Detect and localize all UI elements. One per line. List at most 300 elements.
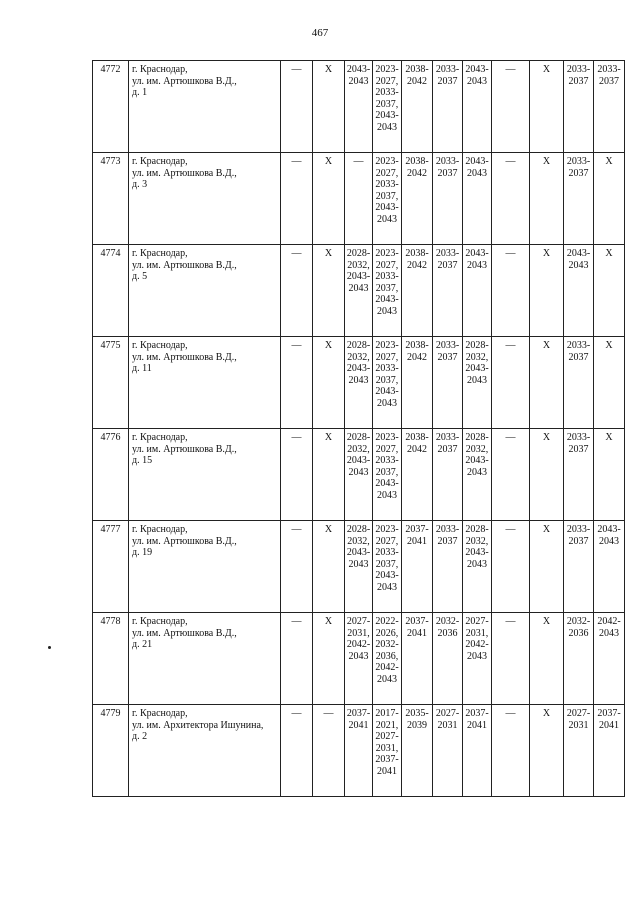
- address-line: ул. им. Архитектора Ишунина,: [132, 719, 264, 731]
- period-cell-c7: [463, 61, 492, 153]
- period-line: 2043-: [465, 547, 489, 558]
- period-cell-c4: [373, 61, 402, 153]
- period-line: 2037: [437, 167, 458, 179]
- dash-mark: —: [291, 616, 302, 627]
- dash-mark: —: [505, 248, 516, 259]
- dash-mark: —: [291, 340, 302, 351]
- period-cell-c9: [530, 613, 564, 705]
- period-cell-c11: [594, 613, 625, 705]
- period-cell-c8: [492, 429, 530, 521]
- period-cell-c9: [530, 521, 564, 613]
- dash-mark: —: [291, 64, 302, 75]
- dash-mark: —: [291, 156, 302, 167]
- x-mark: X: [324, 616, 333, 627]
- period-line: 2033-: [566, 524, 591, 535]
- period-cell-c7: [463, 521, 492, 613]
- period-line: 2033-: [435, 248, 460, 259]
- period-line: 2043: [467, 650, 487, 662]
- period-line: 2043-: [375, 202, 399, 213]
- x-mark: X: [324, 340, 333, 351]
- address-line: д. 5: [132, 271, 148, 282]
- period-line: 2032,: [347, 259, 370, 271]
- period-line: 2038-: [405, 156, 429, 167]
- period-line: 2043: [467, 259, 487, 271]
- period-line: 2043-: [346, 455, 371, 466]
- period-cell-c1: [281, 245, 313, 337]
- period-line: 2032-: [375, 639, 399, 650]
- period-line: 2033-: [375, 455, 399, 466]
- period-line: 2037: [568, 443, 589, 455]
- period-cell-c10: [564, 153, 594, 245]
- period-line: 2043-: [375, 478, 399, 489]
- x-mark: X: [542, 340, 551, 351]
- period-cell-c8: [492, 705, 530, 797]
- period-line: 2043: [467, 167, 487, 179]
- address-line: д. 2: [132, 731, 148, 742]
- period-cell-c9: [530, 705, 564, 797]
- period-line: 2037-: [405, 616, 429, 627]
- period-cell-c1: [281, 61, 313, 153]
- period-cell-c3: [345, 613, 373, 705]
- period-line: 2032,: [347, 351, 370, 363]
- x-mark: X: [542, 616, 551, 627]
- period-line: 2041: [407, 535, 427, 547]
- period-line: 2041: [348, 719, 369, 731]
- period-line: 2032,: [465, 351, 489, 363]
- row-number: 4775: [93, 337, 129, 429]
- period-cell-c6: [433, 521, 463, 613]
- period-line: 2033-: [375, 363, 399, 374]
- period-cell-c10: [564, 613, 594, 705]
- x-mark: X: [324, 156, 333, 167]
- period-line: 2043: [348, 75, 369, 87]
- period-line: X: [605, 248, 613, 259]
- period-line: 2032,: [347, 535, 370, 547]
- period-line: 2033-: [566, 64, 591, 75]
- address-line: г. Краснодар,: [132, 64, 188, 75]
- period-line: 2032-: [566, 616, 591, 627]
- period-line: 2027-: [566, 708, 591, 719]
- period-line: 2037-: [375, 754, 399, 765]
- period-cell-c8: [492, 245, 530, 337]
- period-cell-c6: [433, 337, 463, 429]
- period-line: 2042-: [597, 616, 621, 627]
- period-line: 2027,: [375, 535, 399, 547]
- period-cell-c1: [281, 521, 313, 613]
- period-line: 2033-: [435, 524, 460, 535]
- period-cell-c2: [313, 429, 345, 521]
- period-line: 2028-: [465, 524, 489, 535]
- period-cell-c5: [402, 429, 433, 521]
- period-line: 2042-: [346, 639, 371, 650]
- address-cell: [129, 61, 281, 153]
- period-line: 2043: [377, 581, 397, 593]
- address-line: д. 11: [132, 363, 152, 374]
- period-line: X: [605, 156, 613, 167]
- period-cell-c8: [492, 153, 530, 245]
- period-cell-c8: [492, 613, 530, 705]
- period-line: 2041: [599, 719, 619, 731]
- address-line: г. Краснодар,: [132, 248, 188, 259]
- period-line: 2043-: [465, 64, 489, 75]
- period-line: 2031: [568, 719, 589, 731]
- dash-mark: —: [505, 524, 516, 535]
- period-cell-c6: [433, 245, 463, 337]
- x-mark: X: [542, 156, 551, 167]
- period-cell-c4: [373, 705, 402, 797]
- period-line: 2042: [407, 259, 427, 271]
- period-line: 2028-: [465, 340, 489, 351]
- period-line: 2041: [377, 765, 397, 777]
- period-line: 2038-: [405, 248, 429, 259]
- address-line: д. 1: [132, 87, 148, 98]
- period-cell-c10: [564, 61, 594, 153]
- period-line: 2036,: [375, 650, 399, 662]
- period-line: 2043-: [346, 64, 371, 75]
- period-cell-c4: [373, 153, 402, 245]
- x-mark: X: [542, 708, 551, 719]
- period-cell-c9: [530, 245, 564, 337]
- address-line: г. Краснодар,: [132, 708, 188, 719]
- period-line: 2037-: [405, 524, 429, 535]
- period-line: 2028-: [346, 248, 371, 259]
- period-cell-c9: [530, 61, 564, 153]
- address-cell: [129, 429, 281, 521]
- period-cell-c2: [313, 61, 345, 153]
- period-cell-c8: [492, 521, 530, 613]
- period-line: 2033-: [566, 340, 591, 351]
- period-line: 2035-: [405, 708, 429, 719]
- address-cell: [129, 613, 281, 705]
- period-line: 2027,: [375, 443, 399, 455]
- period-line: 2023-: [375, 524, 399, 535]
- period-cell-c1: [281, 429, 313, 521]
- period-cell-c7: [463, 613, 492, 705]
- period-line: 2043: [348, 466, 369, 478]
- period-cell-c11: [594, 337, 625, 429]
- dash-mark: —: [291, 248, 302, 259]
- period-line: —: [353, 156, 364, 167]
- period-line: 2042: [407, 443, 427, 455]
- period-cell-c2: [313, 613, 345, 705]
- scan-speck: [48, 646, 51, 649]
- period-cell-c4: [373, 337, 402, 429]
- address-line: г. Краснодар,: [132, 432, 188, 443]
- period-line: 2027,: [375, 351, 399, 363]
- period-line: 2037,: [375, 282, 399, 294]
- period-cell-c9: [530, 337, 564, 429]
- dash-mark: —: [505, 708, 516, 719]
- period-line: 2027-: [346, 616, 371, 627]
- period-line: 2042-: [465, 639, 489, 650]
- period-line: 2043: [467, 466, 487, 478]
- x-mark: X: [542, 64, 551, 75]
- period-line: 2033-: [435, 64, 460, 75]
- period-cell-c6: [433, 429, 463, 521]
- dash-mark: —: [505, 432, 516, 443]
- dash-mark: —: [505, 64, 516, 75]
- period-line: 2043-: [375, 294, 399, 305]
- address-line: д. 3: [132, 179, 148, 190]
- period-line: 2043-: [465, 248, 489, 259]
- period-line: 2033-: [566, 432, 591, 443]
- period-line: 2033-: [435, 156, 460, 167]
- period-line: 2037: [599, 75, 619, 87]
- period-cell-c4: [373, 429, 402, 521]
- period-line: 2038-: [405, 64, 429, 75]
- table-row: [93, 705, 625, 797]
- period-line: 2033-: [566, 156, 591, 167]
- period-line: 2037-: [346, 708, 371, 719]
- period-line: 2023-: [375, 248, 399, 259]
- period-line: 2027,: [375, 167, 399, 179]
- period-cell-c3: [345, 337, 373, 429]
- period-cell-c11: [594, 705, 625, 797]
- period-line: 2042: [407, 167, 427, 179]
- period-cell-c2: [313, 521, 345, 613]
- period-cell-c7: [463, 429, 492, 521]
- period-line: 2043: [377, 673, 397, 685]
- period-line: 2032,: [347, 443, 370, 455]
- address-cell: [129, 521, 281, 613]
- period-line: 2043-: [375, 570, 399, 581]
- period-line: 2043: [348, 650, 369, 662]
- period-cell-c7: [463, 153, 492, 245]
- period-line: 2022-: [375, 616, 399, 627]
- period-cell-c6: [433, 705, 463, 797]
- period-line: 2037: [568, 75, 589, 87]
- period-line: 2033-: [375, 547, 399, 558]
- period-cell-c1: [281, 153, 313, 245]
- period-cell-c1: [281, 705, 313, 797]
- dash-mark: —: [291, 432, 302, 443]
- period-line: 2037-: [465, 708, 489, 719]
- period-line: 2043: [467, 558, 487, 570]
- period-line: 2017-: [375, 708, 399, 719]
- period-line: 2037: [568, 167, 589, 179]
- period-cell-c5: [402, 705, 433, 797]
- x-mark: X: [542, 432, 551, 443]
- period-line: 2033-: [375, 87, 399, 98]
- address-line: д. 19: [132, 547, 153, 558]
- dash-mark: —: [505, 616, 516, 627]
- x-mark: X: [542, 524, 551, 535]
- address-cell: [129, 337, 281, 429]
- x-mark: X: [324, 524, 333, 535]
- period-line: 2043-: [566, 248, 591, 259]
- period-line: 2043: [348, 558, 369, 570]
- period-line: 2043: [568, 259, 589, 271]
- period-line: 2033-: [375, 179, 399, 190]
- row-number: 4773: [93, 153, 129, 245]
- address-line: д. 15: [132, 455, 153, 466]
- period-cell-c6: [433, 61, 463, 153]
- row-number: 4776: [93, 429, 129, 521]
- period-line: 2041: [407, 627, 427, 639]
- period-line: 2043-: [346, 363, 371, 374]
- period-line: 2031,: [375, 742, 399, 754]
- table-body: [93, 61, 625, 797]
- period-line: 2043: [599, 535, 619, 547]
- dash-mark: —: [505, 156, 516, 167]
- row-number: 4778: [93, 613, 129, 705]
- period-line: 2043-: [597, 524, 621, 535]
- row-number: 4777: [93, 521, 129, 613]
- period-line: 2037: [437, 259, 458, 271]
- period-line: 2037: [437, 535, 458, 547]
- page-number: 467: [311, 27, 329, 39]
- period-line: 2043-: [346, 547, 371, 558]
- period-cell-c9: [530, 153, 564, 245]
- period-line: 2043: [377, 121, 397, 133]
- period-cell-c2: [313, 337, 345, 429]
- address-cell: [129, 705, 281, 797]
- address-line: ул. им. Артюшкова В.Д.,: [132, 75, 237, 87]
- period-line: 2033-: [375, 271, 399, 282]
- period-cell-c4: [373, 613, 402, 705]
- period-line: 2036: [568, 627, 589, 639]
- dash-mark: —: [323, 708, 334, 719]
- period-line: 2027-: [465, 616, 489, 627]
- period-line: 2042: [407, 75, 427, 87]
- period-line: 2043: [377, 397, 397, 409]
- period-cell-c3: [345, 521, 373, 613]
- table-row: [93, 613, 625, 705]
- row-number: 4779: [93, 705, 129, 797]
- table-row: [93, 337, 625, 429]
- period-line: 2031,: [347, 627, 370, 639]
- period-cell-c5: [402, 521, 433, 613]
- period-line: 2043: [348, 282, 369, 294]
- period-line: 2032,: [465, 535, 489, 547]
- period-line: 2027,: [375, 259, 399, 271]
- x-mark: X: [324, 432, 333, 443]
- row-number: 4772: [93, 61, 129, 153]
- period-cell-c3: [345, 153, 373, 245]
- table-row: [93, 521, 625, 613]
- period-line: 2023-: [375, 340, 399, 351]
- period-cell-c2: [313, 705, 345, 797]
- period-cell-c7: [463, 337, 492, 429]
- period-line: 2043: [377, 489, 397, 501]
- period-line: X: [605, 432, 613, 443]
- period-line: 2026,: [375, 627, 399, 639]
- row-number: 4774: [93, 245, 129, 337]
- period-cell-c5: [402, 61, 433, 153]
- period-line: 2042-: [375, 662, 399, 673]
- period-line: 2043: [467, 75, 487, 87]
- address-line: ул. им. Артюшкова В.Д.,: [132, 167, 237, 179]
- address-line: ул. им. Артюшкова В.Д.,: [132, 351, 237, 363]
- period-line: 2028-: [346, 340, 371, 351]
- period-line: 2041: [467, 719, 487, 731]
- period-cell-c11: [594, 245, 625, 337]
- period-line: 2033-: [435, 340, 460, 351]
- period-cell-c1: [281, 613, 313, 705]
- period-cell-c10: [564, 429, 594, 521]
- period-cell-c3: [345, 429, 373, 521]
- period-line: 2043-: [465, 156, 489, 167]
- period-cell-c8: [492, 337, 530, 429]
- period-line: 2032,: [465, 443, 489, 455]
- address-cell: [129, 245, 281, 337]
- period-line: 2037,: [375, 98, 399, 110]
- period-cell-c8: [492, 61, 530, 153]
- period-cell-c10: [564, 705, 594, 797]
- period-cell-c4: [373, 521, 402, 613]
- period-line: 2043: [377, 213, 397, 225]
- period-cell-c9: [530, 429, 564, 521]
- x-mark: X: [542, 248, 551, 259]
- period-line: 2027-: [375, 731, 399, 742]
- period-line: 2043-: [375, 110, 399, 121]
- period-cell-c11: [594, 429, 625, 521]
- address-line: д. 21: [132, 639, 153, 650]
- period-cell-c6: [433, 153, 463, 245]
- period-line: 2023-: [375, 432, 399, 443]
- period-cell-c11: [594, 61, 625, 153]
- period-cell-c10: [564, 521, 594, 613]
- address-line: г. Краснодар,: [132, 524, 188, 535]
- address-line: г. Краснодар,: [132, 340, 188, 351]
- address-line: ул. им. Артюшкова В.Д.,: [132, 627, 237, 639]
- address-line: г. Краснодар,: [132, 156, 188, 167]
- period-cell-c10: [564, 337, 594, 429]
- table-row: [93, 61, 625, 153]
- period-cell-c6: [433, 613, 463, 705]
- period-line: 2031,: [465, 627, 489, 639]
- x-mark: X: [324, 64, 333, 75]
- period-cell-c5: [402, 153, 433, 245]
- period-cell-c5: [402, 613, 433, 705]
- period-line: 2036: [437, 627, 458, 639]
- period-line: 2042: [407, 351, 427, 363]
- table-row: [93, 429, 625, 521]
- period-cell-c2: [313, 245, 345, 337]
- period-line: 2043-: [465, 363, 489, 374]
- period-line: 2037: [437, 75, 458, 87]
- period-line: X: [605, 340, 613, 351]
- period-line: 2027-: [435, 708, 460, 719]
- period-cell-c11: [594, 153, 625, 245]
- dash-mark: —: [505, 340, 516, 351]
- address-cell: [129, 153, 281, 245]
- x-mark: X: [324, 248, 333, 259]
- period-line: 2037: [437, 351, 458, 363]
- period-line: 2043-: [346, 271, 371, 282]
- address-line: ул. им. Артюшкова В.Д.,: [132, 259, 237, 271]
- period-line: 2043: [348, 374, 369, 386]
- period-line: 2023-: [375, 156, 399, 167]
- period-cell-c7: [463, 245, 492, 337]
- period-cell-c10: [564, 245, 594, 337]
- period-line: 2037: [568, 351, 589, 363]
- period-line: 2037,: [375, 374, 399, 386]
- table-row: [93, 153, 625, 245]
- period-line: 2037: [437, 443, 458, 455]
- period-line: 2038-: [405, 340, 429, 351]
- period-cell-c3: [345, 61, 373, 153]
- period-line: 2043-: [375, 386, 399, 397]
- period-line: 2043: [377, 305, 397, 317]
- period-line: 2037,: [375, 558, 399, 570]
- period-line: 2033-: [435, 432, 460, 443]
- period-line: 2033-: [597, 64, 621, 75]
- period-line: 2031: [437, 719, 458, 731]
- period-line: 2039: [407, 719, 427, 731]
- period-line: 2028-: [465, 432, 489, 443]
- address-line: ул. им. Артюшкова В.Д.,: [132, 535, 237, 547]
